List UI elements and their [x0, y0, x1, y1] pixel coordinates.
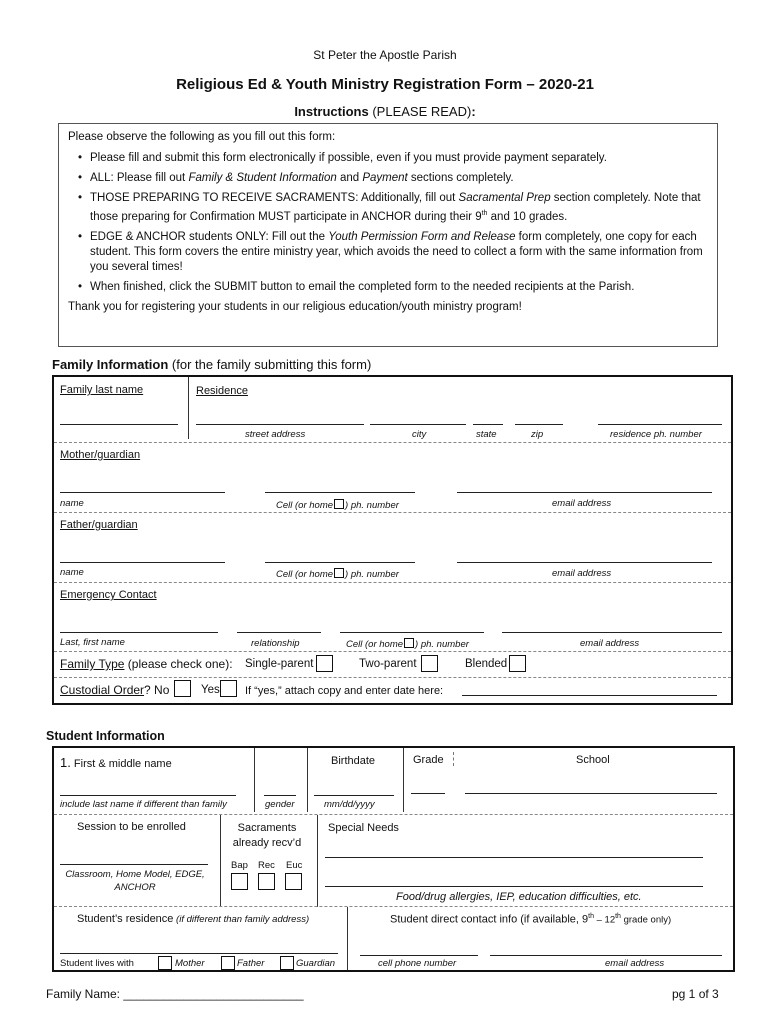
divider	[188, 377, 189, 439]
cell-label: Cell (or home ) ph. number	[276, 500, 399, 511]
family-type-label: Family Type (please check one):	[60, 657, 233, 671]
euc-label: Euc	[286, 860, 303, 871]
birthdate-label: Birthdate	[331, 755, 376, 767]
email-label: email address	[552, 498, 612, 509]
email-label: email address	[552, 568, 612, 579]
last-name-note: include last name if different than family	[60, 799, 227, 810]
father-email-field[interactable]	[457, 562, 712, 563]
row-divider	[54, 582, 731, 583]
student-residence-field[interactable]	[60, 953, 338, 954]
single-parent-checkbox[interactable]	[316, 655, 333, 672]
father-name-field[interactable]	[60, 562, 225, 563]
student-name-field[interactable]	[60, 795, 236, 796]
instructions-note: (PLEASE READ)	[372, 104, 472, 119]
student-contact-label: Student direct contact info (if available, 9th – 12th grade only)	[390, 913, 672, 926]
row-divider	[54, 442, 731, 443]
city-label: city	[412, 429, 427, 440]
mother-name-field[interactable]	[60, 492, 225, 493]
lives-with-mother-checkbox[interactable]	[158, 956, 172, 970]
session-field[interactable]	[60, 864, 208, 865]
sacraments-label: Sacraments already recv’d	[232, 822, 302, 849]
res-phone-label: residence ph. number	[610, 429, 702, 440]
gender-field[interactable]	[264, 795, 296, 796]
instruction-item: • ALL: Please fill out Family & Student Information and Payment sections completely.	[90, 171, 708, 186]
family-last-name-field[interactable]	[60, 424, 178, 425]
state-field[interactable]	[473, 424, 503, 425]
school-label: School	[576, 754, 610, 766]
relationship-label: relationship	[251, 638, 300, 649]
instructions-thanks: Thank you for registering your students in our religious education/youth ministry program!	[68, 300, 522, 313]
custodial-order-label: Custodial Order? No	[60, 683, 170, 697]
instruction-item: • THOSE PREPARING TO RECEIVE SACRAMENTS: Additionally, fill out Sacramental Prep section completely. Note that those preparing for Confirmation MUST participate in ANCHOR during their 9th and 10 grades.	[90, 191, 708, 225]
rec-label: Rec	[258, 860, 275, 871]
street-address-field[interactable]	[196, 424, 364, 425]
divider	[317, 815, 318, 907]
two-parent-label: Two-parent	[359, 658, 417, 670]
parish-name: St Peter the Apostle Parish	[313, 48, 457, 62]
special-needs-field-1[interactable]	[325, 857, 703, 858]
zip-label: zip	[531, 429, 544, 440]
school-field[interactable]	[465, 793, 717, 794]
divider	[307, 748, 308, 812]
family-last-name-label: Family last name	[60, 384, 144, 396]
grade-field[interactable]	[411, 793, 445, 794]
session-label: Session to be enrolled	[77, 821, 186, 833]
lives-with-guardian-checkbox[interactable]	[280, 956, 294, 970]
student-info-box	[52, 746, 735, 972]
single-parent-label: Single-parent	[245, 658, 314, 670]
custodial-no-checkbox[interactable]	[174, 680, 191, 697]
lives-with-father-checkbox[interactable]	[221, 956, 235, 970]
zip-field[interactable]	[515, 424, 563, 425]
grade-label: Grade	[413, 754, 444, 766]
family-name-footer: Family Name: ___________________________	[46, 987, 304, 1001]
mother-label: Mother/guardian	[60, 449, 141, 461]
dob-format: mm/dd/yyyy	[324, 799, 375, 810]
blended-checkbox[interactable]	[509, 655, 526, 672]
mother-option-label: Mother	[175, 958, 205, 969]
page-title: Religious Ed & Youth Ministry Registration Form – 2020-21	[176, 76, 594, 93]
instructions-intro: Please observe the following as you fill out this form:	[68, 131, 336, 143]
family-info-heading: Family Information (for the family submitting this form)	[52, 357, 372, 372]
instructions-heading	[0, 104, 770, 119]
last-first-label: Last, first name	[60, 637, 125, 648]
special-needs-label: Special Needs	[328, 822, 399, 834]
bap-label: Bap	[231, 860, 248, 871]
emergency-contact-label: Emergency Contact	[60, 589, 157, 601]
street-label: street address	[245, 429, 306, 440]
student-cell-field[interactable]	[360, 955, 478, 956]
mother-email-field[interactable]	[457, 492, 712, 493]
residence-label: Residence	[196, 385, 248, 397]
special-needs-field-2[interactable]	[325, 886, 703, 887]
name-label: name	[60, 567, 84, 578]
row-divider	[54, 512, 731, 513]
residence-phone-field[interactable]	[598, 424, 722, 425]
instruction-item: • When finished, click the SUBMIT button to email the completed form to the needed recipients at the Parish.	[90, 280, 708, 295]
custodial-note: If “yes,” attach copy and enter date here:	[245, 685, 444, 697]
lives-with-label: Student lives with	[60, 958, 134, 969]
father-phone-field[interactable]	[265, 562, 415, 563]
cell-phone-label: cell phone number	[378, 958, 457, 969]
student-residence-label: Student’s residence (if different than family address)	[77, 913, 310, 925]
divider	[254, 748, 255, 812]
cell-label: Cell (or home ) ph. number	[276, 569, 399, 580]
instructions-content	[68, 130, 708, 315]
row-divider	[54, 677, 731, 678]
session-note: Classroom, Home Model, EDGE, ANCHOR	[65, 869, 205, 893]
checkbox-icon	[334, 499, 344, 509]
row-divider	[54, 651, 731, 652]
instruction-item: • Please fill and submit this form electronically if possible, even if you must provide payment separately.	[90, 151, 708, 166]
divider	[347, 907, 348, 970]
checkbox-icon	[334, 568, 344, 578]
row-divider	[54, 814, 733, 815]
custodial-yes-checkbox[interactable]	[220, 680, 237, 697]
emergency-relationship-field[interactable]	[237, 632, 321, 633]
divider	[220, 815, 221, 907]
guardian-option-label: Guardian	[296, 958, 336, 969]
cell-label: Cell (or home ) ph. number	[346, 639, 469, 650]
first-middle-label: 1. First & middle name	[60, 755, 172, 770]
gender-label: gender	[265, 799, 295, 810]
row-divider	[54, 906, 733, 907]
instruction-item: • EDGE & ANCHOR students ONLY: Fill out the Youth Permission Form and Release form completely, one copy for each student. This form covers the entire ministry year, which avoids the need to collect a form with the same information from you several times!	[90, 230, 708, 275]
instructions-label: Instructions	[294, 104, 369, 119]
student-info-heading: Student Information	[46, 729, 165, 743]
city-field[interactable]	[370, 424, 466, 425]
special-needs-note: Food/drug allergies, IEP, education difficulties, etc.	[396, 891, 642, 903]
student-email-label: email address	[605, 958, 665, 969]
baptism-checkbox[interactable]	[231, 873, 248, 890]
mother-phone-field[interactable]	[265, 492, 415, 493]
divider	[453, 752, 454, 766]
student-email-field[interactable]	[490, 955, 722, 956]
father-option-label: Father	[237, 958, 265, 969]
custodial-yes-label: Yes	[201, 684, 220, 696]
emergency-email-field[interactable]	[502, 632, 722, 633]
blended-label: Blended	[465, 658, 508, 670]
email-label: email address	[580, 638, 640, 649]
page-number: pg 1 of 3	[672, 987, 719, 1001]
instructions-colon: :	[471, 104, 476, 119]
emergency-name-field[interactable]	[60, 632, 218, 633]
emergency-phone-field[interactable]	[340, 632, 484, 633]
divider	[403, 748, 404, 812]
reconciliation-checkbox[interactable]	[258, 873, 275, 890]
father-label: Father/guardian	[60, 519, 138, 531]
two-parent-checkbox[interactable]	[421, 655, 438, 672]
birthdate-field[interactable]	[314, 795, 394, 796]
checkbox-icon	[404, 638, 414, 648]
name-label: name	[60, 498, 84, 509]
custodial-date-field[interactable]	[462, 695, 717, 696]
eucharist-checkbox[interactable]	[285, 873, 302, 890]
state-label: state	[476, 429, 497, 440]
